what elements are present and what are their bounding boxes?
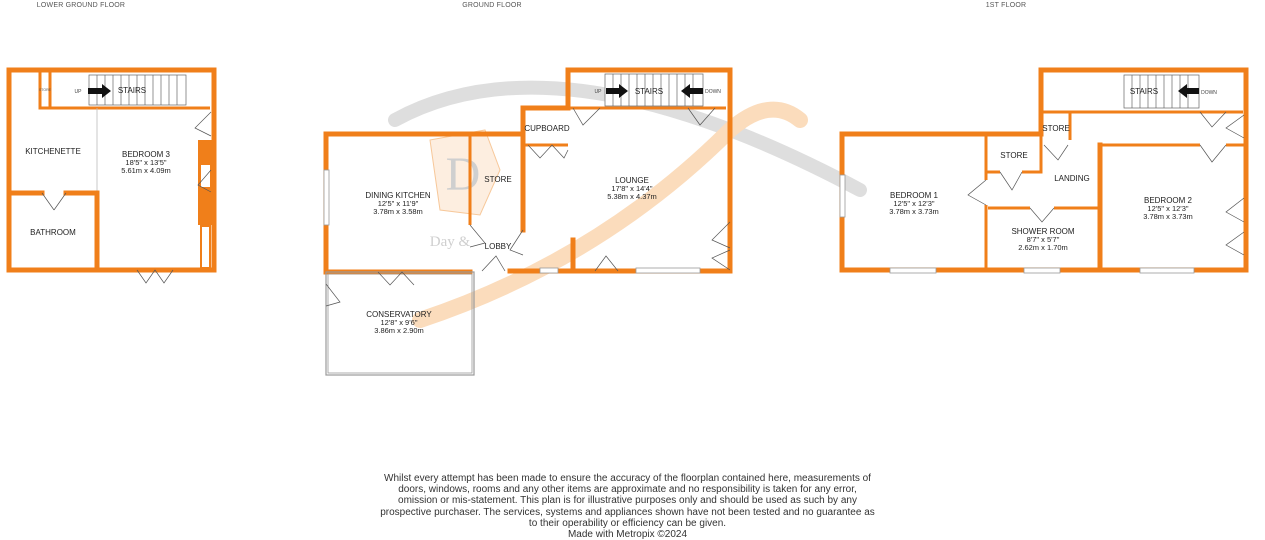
first-bedroom2-door-icon <box>1200 145 1226 162</box>
floor-title-first: 1ST FLOOR <box>985 2 1027 9</box>
lower-up-label: UP <box>74 89 82 95</box>
bedroom3-label: BEDROOM 3 <box>121 150 171 159</box>
ground-front-door-icon <box>482 256 505 271</box>
ground-lounge-window <box>636 268 700 273</box>
ground-lounge-side-door-icon <box>712 222 730 270</box>
lower-ground-floor <box>9 70 214 283</box>
first-bedroom1-door-icon <box>968 180 986 205</box>
cupboard-label: CUPBOARD <box>524 124 570 133</box>
ground-kitchen-window <box>324 170 329 225</box>
watermark-text: Day & <box>429 234 471 250</box>
shower-room-dim-imperial: 8'7" x 5'7" <box>1026 235 1060 244</box>
first-store-door-icon <box>1000 172 1022 190</box>
first-stairs-label: STAIRS <box>1129 87 1159 96</box>
bedroom1-dim-metric: 3.78m x 3.73m <box>889 207 939 216</box>
bedroom3-dim-metric: 5.61m x 4.09m <box>121 166 171 175</box>
first-landing-store-label: STORE <box>1042 124 1070 133</box>
bedroom2-dim-metric: 3.78m x 3.73m <box>1143 212 1193 221</box>
ground-lobby-door-icon <box>510 230 523 255</box>
metropix-credit: Made with Metropix ©2024 <box>567 529 688 540</box>
dining-kitchen-dim-metric: 3.78m x 3.58m <box>373 207 423 216</box>
first-store-label: STORE <box>1000 151 1028 160</box>
floor-title-lower-ground: LOWER GROUND FLOOR <box>36 2 126 9</box>
watermark-letter: D <box>445 148 481 201</box>
first-shower-window <box>1024 268 1060 273</box>
conservatory-dim-imperial: 12'8" x 9'6" <box>380 318 418 327</box>
disclaimer <box>380 473 875 540</box>
bathroom-label: BATHROOM <box>30 228 76 237</box>
first-stair-door-icon <box>1200 112 1226 127</box>
bedroom1-dim-imperial: 12'5" x 12'3" <box>893 199 935 208</box>
ground-stairs-label: STAIRS <box>634 87 664 96</box>
lower-bedroom-door-a-icon <box>195 112 211 136</box>
first-bedroom2-window <box>1140 268 1194 273</box>
shower-room-dim-metric: 2.62m x 1.70m <box>1018 243 1068 252</box>
ground-down-label: DOWN <box>705 89 721 95</box>
lower-stairs-label: STAIRS <box>117 86 147 95</box>
bedroom2-label: BEDROOM 2 <box>1143 196 1193 205</box>
first-bedroom1-window <box>840 175 845 217</box>
lounge-label: LOUNGE <box>615 176 649 185</box>
first-bedroom1-front-window <box>890 268 936 273</box>
ground-cupboard-door-icon <box>528 145 568 158</box>
first-down-label: DOWN <box>1201 90 1217 96</box>
first-bedroom2-wardrobe-door-icon <box>1226 198 1244 255</box>
lower-store-label: STORE <box>39 88 51 92</box>
bedroom2-dim-imperial: 12'5" x 12'3" <box>1147 204 1189 213</box>
floor-title-ground: GROUND FLOOR <box>462 2 522 9</box>
ground-store-label: STORE <box>484 175 512 184</box>
landing-label: LANDING <box>1054 174 1090 183</box>
first-cupboard-door-icon <box>1226 115 1244 138</box>
kitchenette-label: KITCHENETTE <box>25 147 81 156</box>
first-landing-store-door-icon <box>1044 145 1068 160</box>
lobby-label: LOBBY <box>484 242 512 251</box>
ground-up-label: UP <box>594 89 602 95</box>
watermark <box>395 88 860 320</box>
shower-room-label: SHOWER ROOM <box>1011 227 1075 236</box>
conservatory-dim-metric: 3.86m x 2.90m <box>374 326 424 335</box>
lower-bathroom-door-icon <box>42 193 66 210</box>
bedroom1-label: BEDROOM 1 <box>889 191 939 200</box>
ground-stair-door-icon <box>573 108 600 125</box>
lounge-dim-metric: 5.38m x 4.37m <box>607 192 657 201</box>
first-shower-door-icon <box>1030 208 1054 222</box>
dining-kitchen-dim-imperial: 12'5" x 11'9" <box>377 199 419 208</box>
first-floor <box>840 70 1246 273</box>
dining-kitchen-label: DINING KITCHEN <box>365 191 431 200</box>
lounge-dim-imperial: 17'8" x 14'4" <box>611 184 653 193</box>
ground-lobby-window <box>540 268 558 273</box>
lower-side-recess <box>201 226 210 268</box>
ground-store-door-icon <box>470 225 485 247</box>
bedroom3-dim-imperial: 18'5" x 13'5" <box>125 158 167 167</box>
disclaimer-text: Whilst every attempt has been made to ensure the accuracy of the floorplan contained here, measurements of doors, windows, rooms and any other items are approximate and no responsibility is taken for any error, omission or mis-statement. This plan is for illustrative purposes only and should be used as such by any prospective purchaser. The services, systems and appliances shown have not been tested and no guarantee as to their operability or efficiency can be given. <box>380 473 875 529</box>
conservatory-label: CONSERVATORY <box>366 310 432 319</box>
